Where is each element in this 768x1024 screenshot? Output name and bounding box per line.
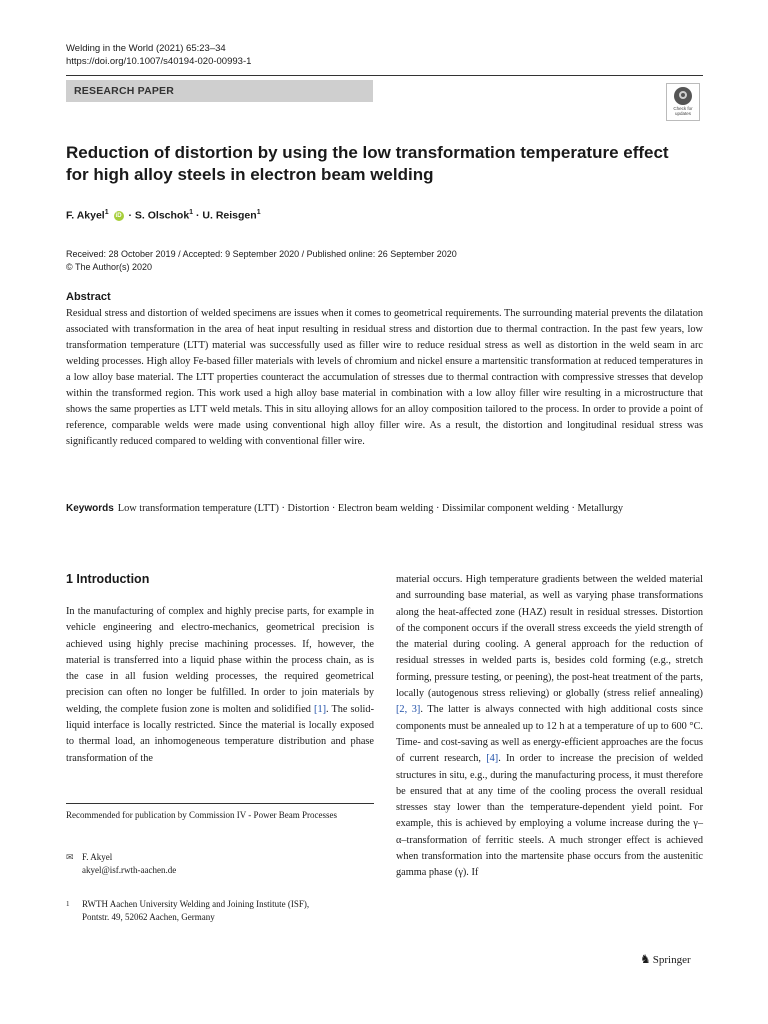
body-text: . The solid-liquid interface is locally restricted. Since the material is locally exposed to thermal load, an inhomogeneous temperature distribution and phase transformation of the [66, 703, 374, 764]
envelope-icon: ✉ [66, 852, 74, 862]
article-type-badge: RESEARCH PAPER [66, 80, 373, 102]
publisher-logo [640, 952, 691, 967]
journal-citation: Welding in the World (2021) 65:23–34 [66, 43, 226, 54]
author-name[interactable]: S. Olschok [134, 209, 190, 222]
citation-link[interactable]: [1] [314, 703, 327, 715]
author-affiliation: 1 [256, 209, 261, 216]
corresponding-name: F. Akyel [82, 852, 113, 862]
author-name[interactable]: U. Reisgen [202, 209, 257, 222]
check-updates-label-2: updates [674, 111, 691, 116]
body-text: . In order to increase the precision of welded structures in situ, e.g., during the manufacturing process, it must therefore be ensured that at any time of the cooling process the overall residual stresses stay lower than the temperature-dependent yield point. For example, this is achieved by employing a volume increase during the γ–α–transformation of ferritic steels. A much stronger effect is achieved when transformation into the martensite phase occurs from the austenitic gamma phase (γ). If [396, 753, 703, 879]
header-rule [66, 75, 703, 76]
publication-dates [66, 248, 457, 274]
check-for-updates-button[interactable] [666, 83, 700, 121]
right-column-text [396, 572, 703, 882]
doi-link[interactable]: https://doi.org/10.1007/s40194-020-00993-1 [66, 56, 252, 67]
author-name[interactable]: F. Akyel [66, 209, 105, 222]
author-affiliation: 1 [189, 209, 194, 216]
corresponding-author [66, 851, 374, 877]
commission-note: Recommended for publication by Commission IV - Power Beam Processes [66, 810, 338, 820]
affiliation-line: RWTH Aachen University Welding and Joining Institute (ISF), [82, 899, 310, 909]
body-text: In the manufacturing of complex and highly precise parts, for example in vehicle engineering and electro-mechanics, geometrical precision is achieved using highly precise machining processes. If, however, the material is transferred into a liquid phase within the process chain, as is the case in all fusion welding processes, the required geometrical precision can often no longer be fulfilled. In order to join materials by welding, the complete fusion zone is molten and solidified [66, 606, 374, 715]
license-line: © The Author(s) 2020 [66, 262, 153, 272]
affiliation-note [66, 898, 374, 924]
keywords-list: Low transformation temperature (LTT) · Distortion · Electron beam welding · Dissimilar component welding · Metallurgy [117, 503, 624, 514]
orcid-icon[interactable]: iD [115, 212, 122, 219]
corresponding-email[interactable]: akyel@isf.rwth-aachen.de [82, 865, 177, 875]
publisher-name: Springer [652, 954, 691, 966]
abstract-text: Residual stress and distortion of welded specimens are issues when it comes to geometrical requirements. The surrounding material prevents the dilatation associated with transformation in the area of heat input resulting in residual stress and distortion due to thermal contraction. In the past few years, low transformation temperature (LTT) material was successfully used as filler wire to reduce residual stress as well as distortion in the weld seam in arc welding processes. High alloy Fe-based filler materials with levels of chromium and nickel ensure a martensitic transformation at reduced temperatures in a low alloy base material. The LTT properties counteract the accumulation of stresses due to thermal contraction with compressive stresses that develop within the transformed region. This work used a high alloy base material in combination with a low alloy filler wire resulting in a microstructure that shows the same properties as LTT weld metals. This in situ alloying allows for an alloy composition tailored to the process. In order to provide a point of reference, comparable welds were made using conventional high alloy filler wire. As a result, the distortion and longitudinal residual stress was significantly reduced compared to welding with conventional filler wire. [66, 308, 703, 447]
left-column-text [66, 604, 374, 767]
history-dates: Received: 28 October 2019 / Accepted: 9 September 2020 / Published online: 26 September 2020 [66, 249, 457, 259]
body-text: . The latter is always connected with high additional costs since components must be annealed up to 12 h at a temperature of up to 600 °C. Time- and cost-saving as well as energy-efficient approaches are the focus of current research, [396, 704, 703, 765]
body-text: material occurs. High temperature gradients between the welded material and surrounding base material, as well as varying phase transformations along the heat-affected zone (HAZ) result in residual stresses. Distortion of the component occurs if the overall stress exceeds the yield strength of the material during cooling. A general approach for the reduction of residual stresses in welded parts is, besides cold forming (e.g., stretch forming, pressure testing, or peening), the post-heat treatment of the parts, locally (autogenous stress relieving) or globally (stress relief annealing) [396, 574, 703, 700]
abstract-heading: Abstract [66, 291, 111, 303]
citation-link[interactable]: [2, 3] [396, 704, 421, 716]
author-affiliation: 1 [104, 209, 109, 216]
citation-link[interactable]: [4] [486, 753, 499, 765]
check-updates-icon [674, 87, 692, 105]
journal-header [66, 42, 251, 68]
section-heading: 1 Introduction [66, 572, 150, 586]
author-list: F. Akyel$^1$ iD · S. Olschok$^1$ · U. Reisgen$^1$ [66, 209, 261, 222]
keywords-section [66, 501, 703, 517]
affiliation-number: 1 [66, 900, 70, 908]
check-updates-label-1: Check for [673, 106, 693, 111]
springer-horse-icon: ♞ [640, 952, 651, 966]
article-title: Reduction of distortion by using the low transformation temperature effect for high alloy steels in electron beam welding [66, 143, 669, 184]
footnote-rule [66, 803, 374, 804]
keywords-label: Keywords [66, 503, 114, 514]
affiliation-address: Pontstr. 49, 52062 Aachen, Germany [82, 912, 215, 922]
